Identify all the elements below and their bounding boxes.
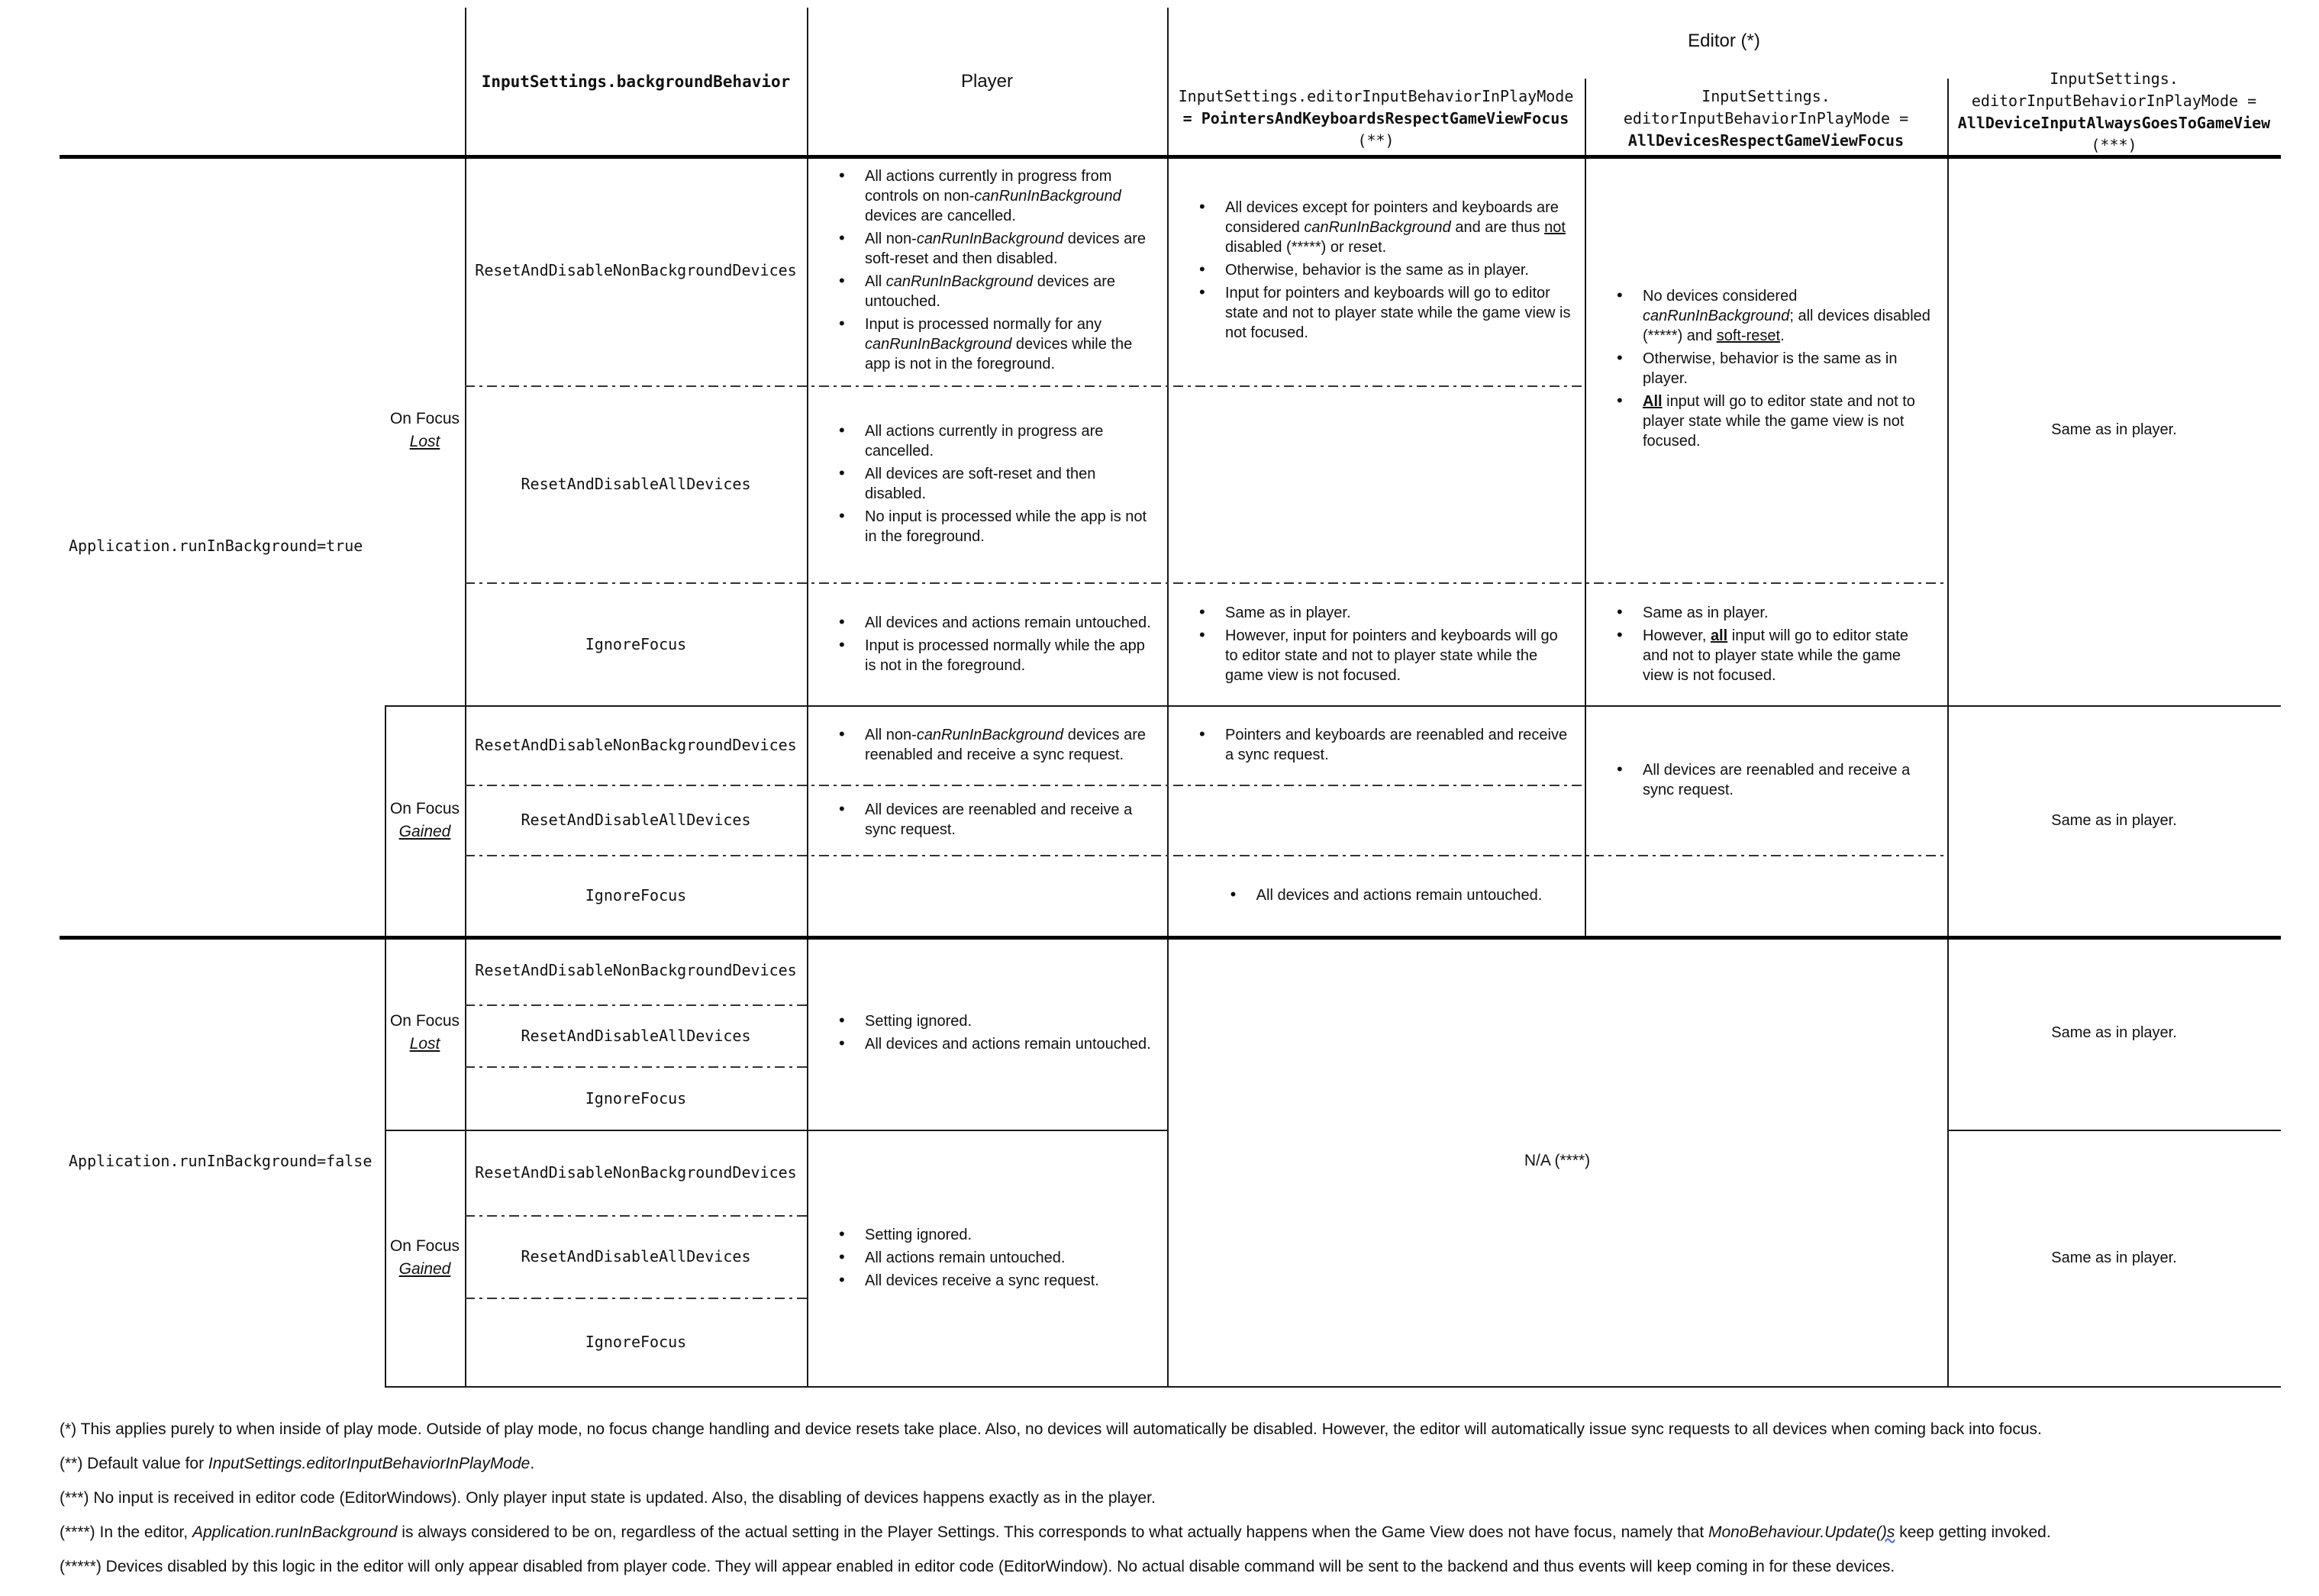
row-group-run-in-background-true: Application.runInBackground=true <box>69 536 363 555</box>
bullet-item: • Input is processed normally for any canRunInBackground devices while the app is not in the foreground. <box>807 314 1153 374</box>
header-editor-group <box>1167 20 2281 63</box>
header-editor-label: Editor (*) <box>1688 31 1760 51</box>
bullet-item: • All devices and actions remain untouched. <box>807 613 1153 633</box>
behavior-label: ResetAndDisableAllDevices <box>521 811 751 829</box>
behavior-label: ResetAndDisableNonBackgroundDevices <box>475 261 797 279</box>
behavior-label: IgnoreFocus <box>585 1333 687 1351</box>
bullet-item: • All actions remain untouched. <box>807 1248 1153 1268</box>
header-pointers-keyboards-mode: InputSettings.editorInputBehaviorInPlayMode = PointersAndKeyboardsRespectGameViewFocus (**) <box>1178 87 1574 150</box>
footnote: (***) No input is received in editor code (EditorWindows). Only player input state is updated. Also, the disabling of devices happens exactly as in the player. <box>60 1489 1156 1507</box>
bullet-item: • However, input for pointers and keyboards will go to editor state and not to player state while the game view is not focused. <box>1167 626 1571 685</box>
row-group-true-on-focus-lost: On Focus Lost <box>389 409 460 450</box>
bullet-item: • Otherwise, behavior is the same as in player. <box>1585 349 1934 389</box>
header-always-goes-to-gameview-mode: InputSettings. editorInputBehaviorInPlayMode = AllDeviceInputAlwaysGoesToGameView (***) <box>1957 69 2271 154</box>
bullet-item: • Otherwise, behavior is the same as in player. <box>1167 260 1571 280</box>
bullet-item: • All devices are reenabled and receive a sync request. <box>807 800 1153 840</box>
cell-player-true-gained-resetall <box>807 785 1167 855</box>
bullet-item: • All input will go to editor state and not to player state while the game view is not focused. <box>1585 392 1934 451</box>
cell-player-true-gained-resetnonbg <box>807 705 1167 785</box>
cell-merged-true-gained-ignore <box>807 855 1947 936</box>
cell-alldev-true-gained-reset <box>1585 705 1947 855</box>
footnote: (*****) Devices disabled by this logic in the editor will only appear disabled from player code. They will appear enabled in editor code (EditorWindow). No actual disable command will be sent to the backend and thus events will keep coming in for these devices. <box>60 1558 1895 1575</box>
bullet-item: • Same as in player. <box>1585 603 1934 623</box>
row-group-run-in-background-false: Application.runInBackground=false <box>69 1152 373 1170</box>
cell-na-false-editor: N/A (****) <box>1524 1152 1591 1169</box>
bullet-item: • All actions currently in progress are cancelled. <box>807 421 1153 461</box>
grid-line <box>385 1386 2281 1388</box>
cell-alldev-true-lost-ignore <box>1585 582 1947 705</box>
header-background-behavior: InputSettings.backgroundBehavior <box>481 72 791 91</box>
bullet-item: • No input is processed while the app is not in the foreground. <box>807 507 1153 547</box>
cell-player-true-lost-ignore <box>807 582 1167 705</box>
bullet-item: • All devices are reenabled and receive a sync request. <box>1585 760 1934 800</box>
footnotes <box>60 1420 2273 1591</box>
row-group-false-on-focus-gained: On Focus Gained <box>389 1237 460 1278</box>
row-group-true-on-focus-gained: On Focus Gained <box>389 800 460 840</box>
footnote: (**) Default value for InputSettings.editorInputBehaviorInPlayMode. <box>60 1455 535 1472</box>
cell-pk-true-lost-resetnonbg <box>1167 155 1585 385</box>
bullet-item: • Input is processed normally while the app is not in the foreground. <box>807 636 1153 675</box>
bullet-item: • All non-canRunInBackground devices are soft-reset and then disabled. <box>807 229 1153 269</box>
cell-pk-true-lost-ignore <box>1167 582 1585 705</box>
cell-player-false-lost <box>807 936 1167 1130</box>
behavior-label: ResetAndDisableAllDevices <box>521 475 751 493</box>
bullet-item: • Input for pointers and keyboards will go to editor state and not to player state while the game view is not focused. <box>1167 283 1571 343</box>
cell-alldev-true-lost-reset <box>1585 155 1947 582</box>
bullet-item: • All devices and actions remain untouched. <box>807 1034 1153 1054</box>
cell-player-false-gained <box>807 1130 1167 1386</box>
behavior-label: IgnoreFocus <box>585 634 687 653</box>
cell-always-true-lost: Same as in player. <box>2051 421 2177 438</box>
bullet-item: • All devices and actions remain untouched. <box>1198 885 1543 905</box>
behavior-label: ResetAndDisableNonBackgroundDevices <box>475 1163 797 1182</box>
bullet-item: • However, all input will go to editor state and not to player state while the game view is not focused. <box>1585 626 1934 685</box>
cell-pk-true-gained-resetnonbg <box>1167 705 1585 785</box>
behavior-label: IgnoreFocus <box>585 886 687 904</box>
bullet-item: • Setting ignored. <box>807 1225 1153 1245</box>
behavior-label: ResetAndDisableNonBackgroundDevices <box>475 961 797 979</box>
cell-player-true-lost-resetnonbg <box>807 155 1167 385</box>
cell-always-true-gained: Same as in player. <box>2051 811 2177 829</box>
cell-player-true-lost-resetall <box>807 385 1167 582</box>
bullet-item: • All canRunInBackground devices are untouched. <box>807 272 1153 311</box>
cell-always-false-lost: Same as in player. <box>2051 1024 2177 1041</box>
header-player: Player <box>960 70 1014 92</box>
behavior-label: ResetAndDisableAllDevices <box>521 1247 751 1266</box>
bullet-item: • All devices except for pointers and keyboards are considered canRunInBackground and are thus not disabled (*****) or reset. <box>1167 198 1571 257</box>
bullet-item: • All devices are soft-reset and then disabled. <box>807 464 1153 504</box>
bullet-item: • All non-canRunInBackground devices are reenabled and receive a sync request. <box>807 725 1153 765</box>
bullet-item: • Pointers and keyboards are reenabled and receive a sync request. <box>1167 725 1571 765</box>
behavior-label: IgnoreFocus <box>585 1088 687 1108</box>
bullet-item: • All devices receive a sync request. <box>807 1271 1153 1291</box>
footnote: (****) In the editor, Application.runInBackground is always considered to be on, regardless of the actual setting in the Player Settings. This corresponds to what actually happens when the Game View does not have focus, namely that MonoBehaviour.Update()s keep getting invoked. <box>60 1523 2051 1541</box>
header-all-devices-respect-mode: InputSettings. editorInputBehaviorInPlayMode = AllDevicesRespectGameViewFocus <box>1623 87 1909 150</box>
bullet-item: • Setting ignored. <box>807 1011 1153 1031</box>
bullet-item: • No devices considered canRunInBackground; all devices disabled (*****) and soft-reset. <box>1585 286 1934 346</box>
bullet-item: • Same as in player. <box>1167 603 1571 623</box>
behavior-label: ResetAndDisableAllDevices <box>521 1026 751 1045</box>
bullet-item: • All actions currently in progress from controls on non-canRunInBackground devices are cancelled. <box>807 166 1153 226</box>
behavior-label: ResetAndDisableNonBackgroundDevices <box>475 736 797 754</box>
row-group-false-on-focus-lost: On Focus Lost <box>389 1012 460 1053</box>
cell-always-false-gained: Same as in player. <box>2051 1249 2177 1266</box>
footnote: (*) This applies purely to when inside of play mode. Outside of play mode, no focus change handling and device resets take place. Also, no devices will automatically be disabled. However, the editor will automatically issue sync requests to all devices when coming back into focus. <box>60 1420 2042 1438</box>
